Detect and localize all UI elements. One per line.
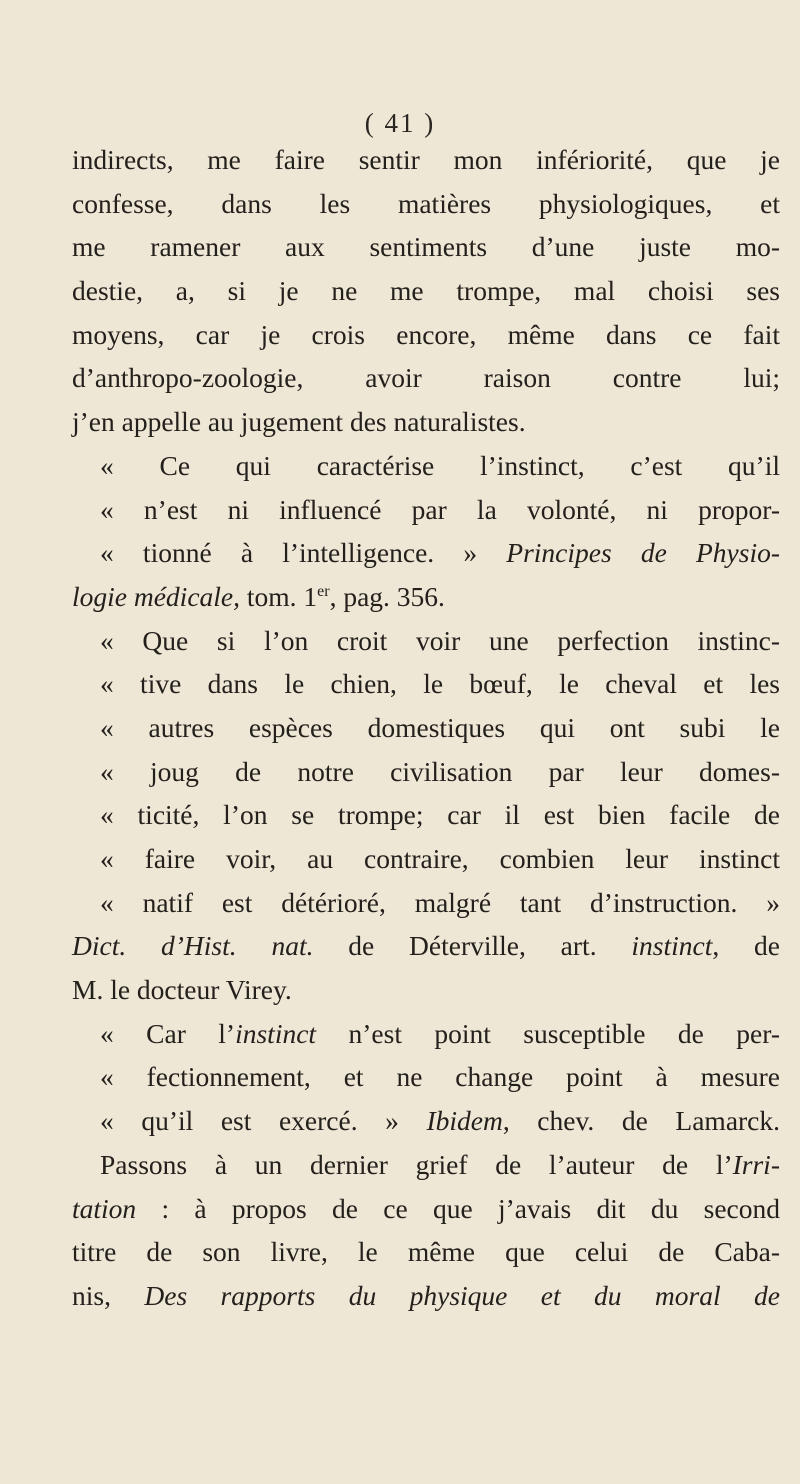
text-line xyxy=(72,356,780,400)
text-span: « natif est détérioré, malgré tant d’instruction. » xyxy=(100,886,780,918)
text-span: « tionné à l’intelligence. » xyxy=(100,537,478,569)
text-line xyxy=(72,793,780,837)
text-line xyxy=(72,444,780,488)
text-line xyxy=(72,662,780,706)
text-span: de Déterville, art. xyxy=(348,930,597,962)
text-line xyxy=(72,182,780,226)
citation-title: logie médicale, xyxy=(72,580,240,612)
text-line xyxy=(72,531,780,575)
italic-term: tation xyxy=(72,1192,137,1224)
text-span: Passons à un dernier grief de l’auteur de l’ xyxy=(100,1148,733,1180)
text-span: « tive dans le chien, le bœuf, le cheval et les xyxy=(100,668,780,700)
text-line xyxy=(72,706,780,750)
text-line xyxy=(72,1187,780,1231)
text-span: n’est point susceptible de per- xyxy=(348,1017,781,1049)
citation-title: Des rapports du physique et du moral de xyxy=(144,1279,780,1311)
text-line xyxy=(72,1143,780,1187)
text-span: « faire voir, au contraire, combien leur instinct xyxy=(100,843,780,874)
text-span: nis, xyxy=(72,1279,111,1311)
italic-term: instinct xyxy=(631,930,713,962)
superscript: er xyxy=(317,582,330,600)
text-span: , de xyxy=(712,930,781,962)
citation-title: Principes de Physio- xyxy=(506,537,781,569)
italic-term: Irri- xyxy=(732,1148,780,1180)
text-line xyxy=(72,1099,780,1143)
text-line xyxy=(72,400,780,444)
text-line xyxy=(72,1230,780,1274)
body-text xyxy=(72,138,780,1318)
text-span: tom. 1 xyxy=(246,580,318,612)
text-span: « fectionnement, et ne change point à mesure xyxy=(100,1061,780,1093)
text-span: destie, a, si je ne me trompe, mal choisi ses xyxy=(72,275,780,307)
text-span: « joug de notre civilisation par leur domes- xyxy=(100,755,780,787)
text-line xyxy=(72,837,780,881)
text-span: « ticité, l’on se trompe; car il est bien facile de xyxy=(100,799,780,831)
text-line xyxy=(72,1055,780,1099)
text-line xyxy=(72,488,780,532)
text-line xyxy=(72,269,780,313)
text-span: j’en appelle au jugement des naturalistes. xyxy=(72,406,526,438)
text-span: me ramener aux sentiments d’une juste mo- xyxy=(72,231,780,263)
text-line xyxy=(72,225,780,269)
text-line xyxy=(72,313,780,357)
text-span: « qu’il est exercé. » xyxy=(100,1105,399,1137)
text-span: moyens, car je crois encore, même dans ce fait xyxy=(72,318,780,350)
citation-title: Dict. d’Hist. nat. xyxy=(72,930,314,962)
text-line xyxy=(72,1012,780,1056)
text-span: titre de son livre, le même que celui de Caba- xyxy=(72,1236,780,1268)
text-line xyxy=(72,138,780,182)
text-span: d’anthropo-zoologie, avoir raison contre lui; xyxy=(72,362,780,394)
text-line xyxy=(72,1274,780,1318)
text-span: confesse, dans les matières physiologiques, et xyxy=(72,187,780,219)
text-span: « n’est ni influencé par la volonté, ni propor- xyxy=(100,493,780,525)
text-span: indirects, me faire sentir mon infériorité, que je xyxy=(72,144,780,175)
text-span: « autres espèces domestiques qui ont subi le xyxy=(100,711,780,743)
text-span: , chev. de Lamarck. xyxy=(502,1105,781,1137)
text-span: « Ce qui caractérise l’instinct, c’est qu’il xyxy=(100,449,780,481)
text-line xyxy=(72,881,780,925)
text-line xyxy=(72,924,780,968)
text-line xyxy=(72,750,780,794)
text-line xyxy=(72,619,780,663)
italic-term: Ibidem xyxy=(426,1105,503,1137)
text-line xyxy=(72,968,780,1012)
text-span: , pag. 356. xyxy=(329,580,445,612)
text-span: : à propos de ce que j’avais dit du second xyxy=(161,1192,781,1224)
page-number: ( 41 ) xyxy=(364,108,436,138)
text-span: M. le docteur Virey. xyxy=(72,974,292,1006)
text-span: « Car l’ xyxy=(100,1017,236,1049)
italic-term: instinct xyxy=(235,1017,317,1049)
text-line xyxy=(72,575,780,619)
text-span: « Que si l’on croit voir une perfection instinc- xyxy=(100,624,780,656)
